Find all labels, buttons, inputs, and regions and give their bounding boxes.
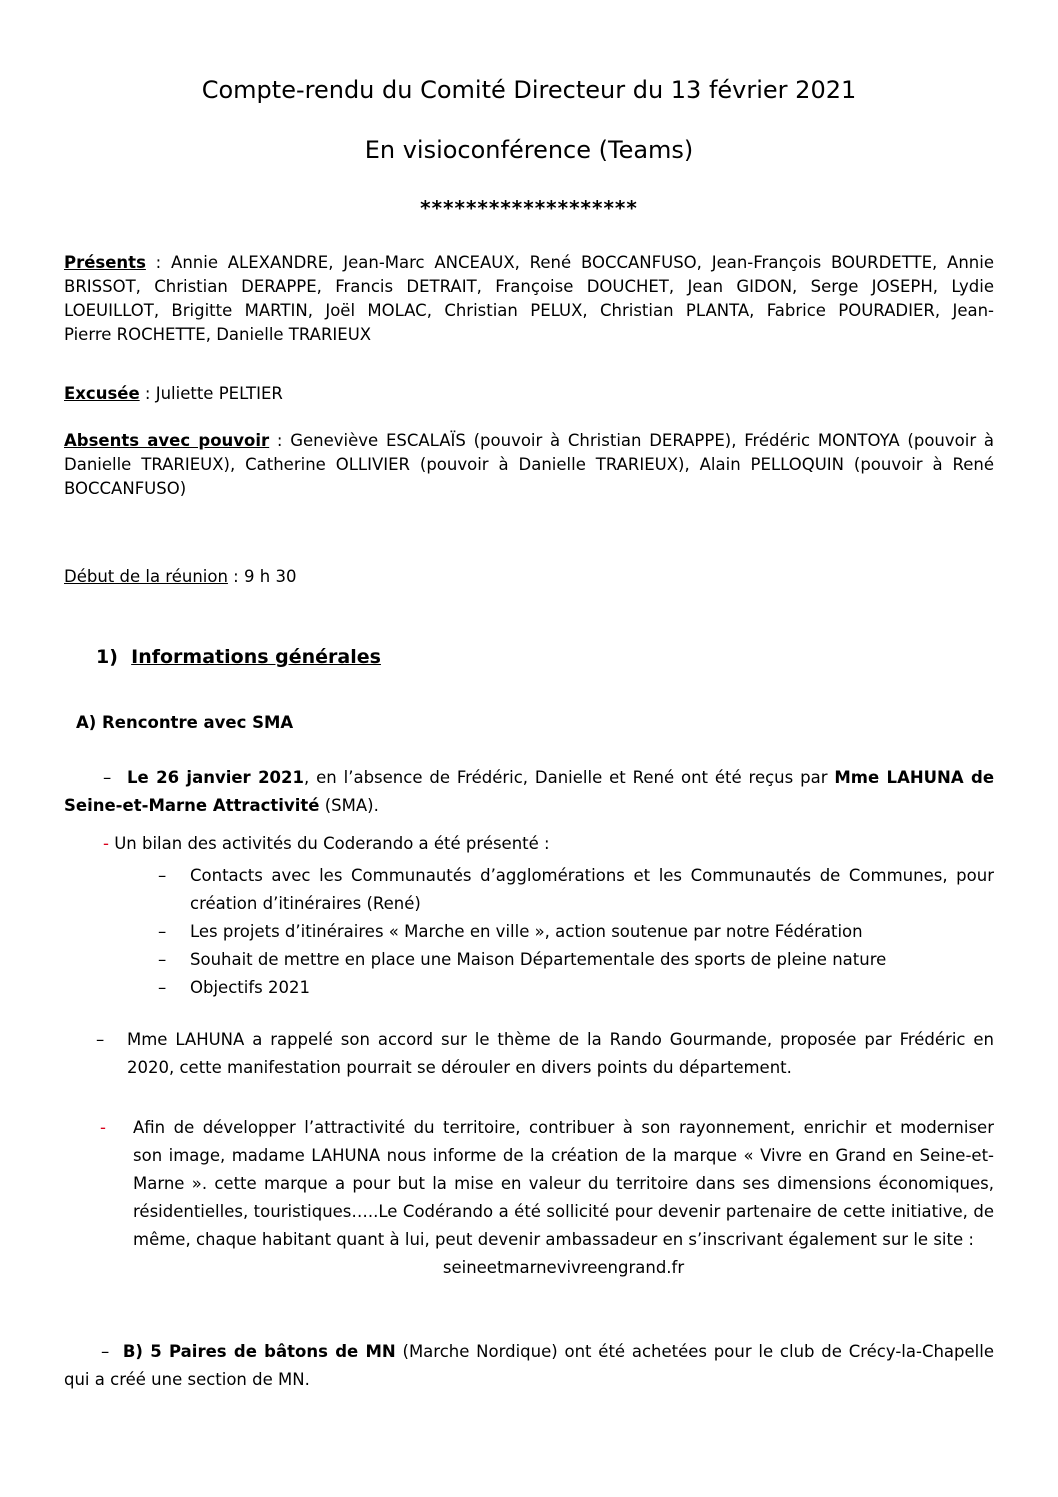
excusee-label: Excusée bbox=[64, 384, 140, 403]
section-1-number: 1) bbox=[96, 646, 118, 668]
section-1-title: Informations générales bbox=[131, 646, 381, 668]
excusee-name: Juliette PELTIER bbox=[155, 384, 283, 403]
absents-line: Danielle TRARIEUX), Catherine OLLIVIER (pouvoir à Danielle TRARIEUX), Alain PELLOQUIN (pouvoir à René bbox=[64, 455, 994, 474]
absents-line: Absents avec pouvoir : Geneviève ESCALAÏS (pouvoir à Christian DERAPPE), Frédéric MONTOYA (pouvoir à bbox=[64, 431, 994, 450]
bullet-contacts: Contacts avec les Communautés d’agglomérations et les Communautés de Communes, pour création d’itinéraires (René) bbox=[190, 866, 994, 913]
bullet-objectifs: Objectifs 2021 bbox=[190, 978, 310, 997]
absents-paragraph bbox=[64, 429, 994, 501]
presents-line: Pierre ROCHETTE, Danielle TRARIEUX bbox=[64, 325, 372, 344]
presents-line: BRISSOT, Christian DERAPPE, Francis DETRAIT, Françoise DOUCHET, Jean GIDON, Serge JOSEPH, Lydie bbox=[64, 277, 994, 296]
debut-label: Début de la réunion bbox=[64, 567, 228, 586]
item-4-dash: - bbox=[100, 1118, 106, 1137]
document-subtitle: En visioconférence (Teams) bbox=[364, 136, 694, 164]
debut-time: 9 h 30 bbox=[244, 567, 297, 586]
separator-stars: ******************* bbox=[420, 196, 638, 220]
item-3-dash: – bbox=[96, 1030, 105, 1049]
bullet-dash: – bbox=[158, 922, 167, 941]
bullet-dash: – bbox=[158, 866, 167, 885]
bullet-projets: Les projets d’itinéraires « Marche en ville », action soutenue par notre Fédération bbox=[190, 922, 863, 941]
document-title: Compte-rendu du Comité Directeur du 13 février 2021 bbox=[201, 76, 857, 104]
bullet-dash: – bbox=[158, 950, 167, 969]
item-5-continuation: qui a créé une section de MN. bbox=[64, 1370, 310, 1389]
section-1-heading bbox=[96, 646, 381, 668]
bullet-maison: Souhait de mettre en place une Maison Départementale des sports de pleine nature bbox=[190, 950, 887, 969]
item-2-intro: - Un bilan des activités du Coderando a été présenté : bbox=[103, 834, 550, 853]
absents-line: BOCCANFUSO) bbox=[64, 479, 187, 498]
debut-paragraph: Début de la réunion : 9 h 30 bbox=[64, 567, 297, 586]
item-5-dash: – bbox=[101, 1342, 110, 1361]
item-1-paragraph: Le 26 janvier 2021, en l’absence de Frédéric, Danielle et René ont été reçus par Mme LAHUNA de bbox=[127, 768, 994, 787]
item-5-paragraph: – B) 5 Paires de bâtons de MN (Marche Nordique) ont été achetées pour le club de Crécy-la-Chapelle bbox=[101, 1342, 994, 1361]
bullet-dash: – bbox=[158, 978, 167, 997]
presents-paragraph bbox=[64, 251, 994, 347]
presents-label: Présents bbox=[64, 253, 146, 272]
item-1-dash: – bbox=[103, 768, 112, 787]
absents-label: Absents avec pouvoir bbox=[64, 431, 270, 450]
presents-line: Présents : Annie ALEXANDRE, Jean-Marc ANCEAUX, René BOCCANFUSO, Jean-François BOURDETTE, Annie bbox=[64, 253, 994, 272]
item-4-url: seineetmarnevivreengrand.fr bbox=[442, 1258, 685, 1277]
excusee-paragraph: Excusée : Juliette PELTIER bbox=[64, 384, 283, 403]
section-a-heading: A) Rencontre avec SMA bbox=[76, 713, 294, 732]
item-2-dash: - bbox=[103, 834, 109, 853]
item-1-continuation: Seine-et-Marne Attractivité (SMA). bbox=[64, 796, 379, 815]
item-3-paragraph: Mme LAHUNA a rappelé son accord sur le thème de la Rando Gourmande, proposée par Frédéric en 2020, cette manifestation pourrait se dérouler en divers points du département. bbox=[127, 1030, 994, 1077]
item-4-paragraph: Afin de développer l’attractivité du territoire, contribuer à son rayonnement, enrichir et moderniser son image, madame LAHUNA nous informe de la création de la marque « Vivre en Grand en Seine-et- Marne ». cette marque a pour but la mise en valeur du territoire dans ses dimensions économiques, résidentielles, touristiques…..Le Codérando a été sollicité pour devenir partenaire de cette initiative, de même, chaque habitant quant à lui, peut devenir ambassadeur en s’inscrivant également sur le site : seineetmarnevivreengrand.fr bbox=[133, 1114, 994, 1282]
presents-line: LOEUILLOT, Brigitte MARTIN, Joël MOLAC, Christian PELUX, Christian PLANTA, Fabrice POURADIER, Jean- bbox=[64, 301, 994, 320]
